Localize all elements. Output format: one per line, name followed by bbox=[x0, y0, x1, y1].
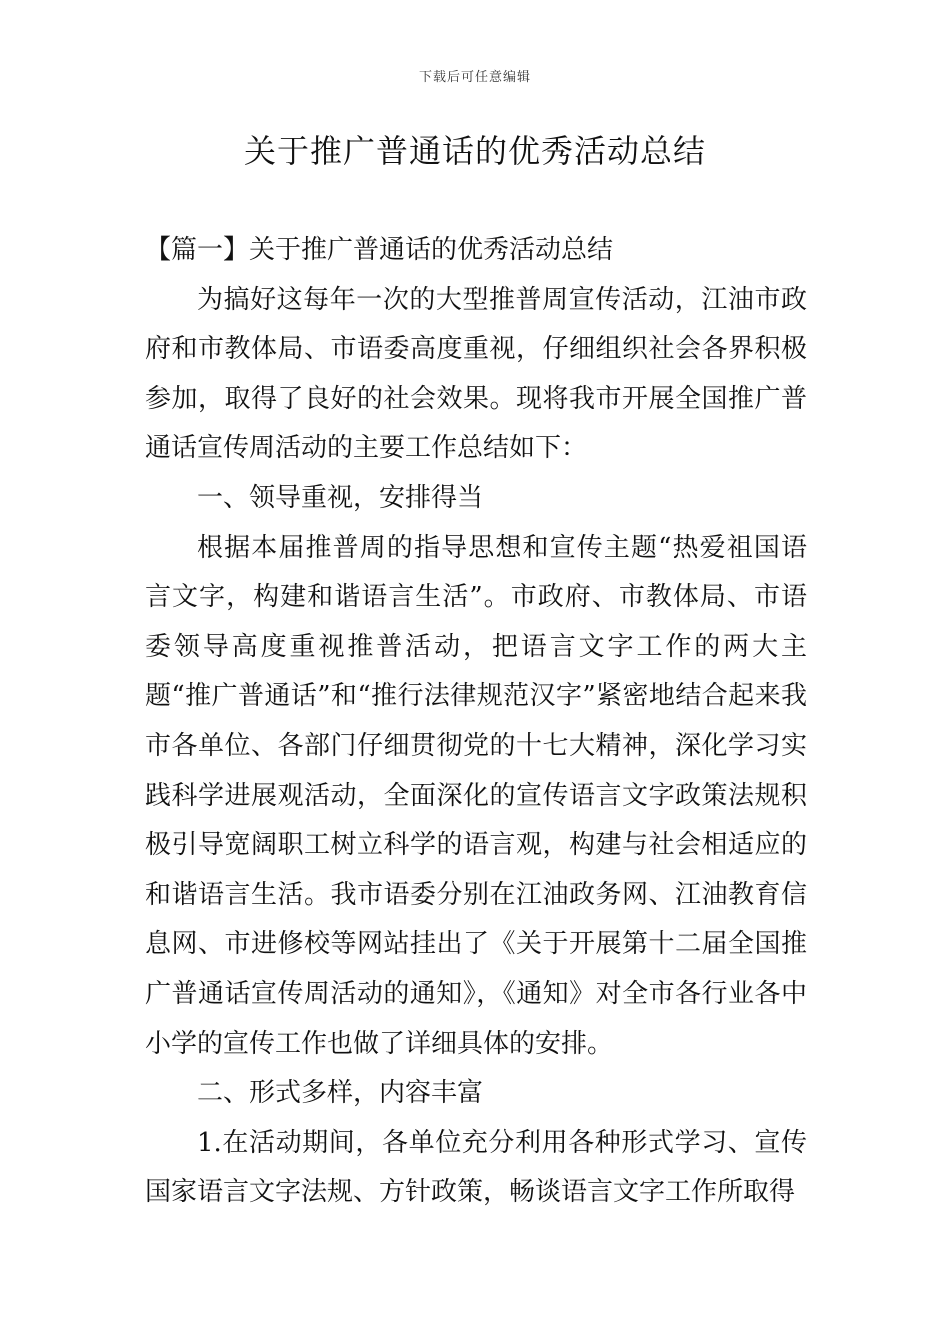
header-note: 下载后可任意编辑 bbox=[418, 70, 531, 85]
paragraph-intro: 为搞好这每年一次的大型推普周宣传活动，江油市政府和市教体局、市语委高度重视，仔细组织社会各界积极参加，取得了良好的社会效果。现将我市开展全国推广普通话宣传周活动的主要工作总结如下： bbox=[145, 284, 807, 464]
document-body bbox=[145, 226, 807, 1218]
document-title: 关于推广普通话的优秀活动总结 bbox=[243, 132, 706, 170]
subheading-forms: 二、形式多样，内容丰富 bbox=[197, 1078, 484, 1109]
paragraph-leadership: 根据本届推普周的指导思想和宣传主题“热爱祖国语言文字，构建和谐语言生活”。市政府、市教体局、市语委领导高度重视推普活动，把语言文字工作的两大主题“推广普通话”和“推行法律规范汉字”紧密地结合起来我市各单位、各部门仔细贯彻党的十七大精神，深化学习实践科学进展观活动，全面深化的宣传语言文字政策法规积极引导宽阔职工树立科学的语言观，构建与社会相适应的和谐语言生活。我市语委分别在江油政务网、江油教育信息网、市进修校等网站挂出了《关于开展第十二届全国推广普通话宣传周活动的通知》，《通知》对全市各行业各中小学的宣传工作也做了详细具体的安排。 bbox=[145, 532, 807, 1059]
section-heading: 【篇一】关于推广普通话的优秀活动总结 bbox=[145, 235, 614, 265]
subheading-leadership: 一、领导重视，安排得当 bbox=[197, 482, 484, 513]
paragraph-activities: 1.在活动期间，各单位充分利用各种形式学习、宣传国家语言文字法规、方针政策，畅谈语言文字工作所取得 bbox=[145, 1127, 807, 1208]
